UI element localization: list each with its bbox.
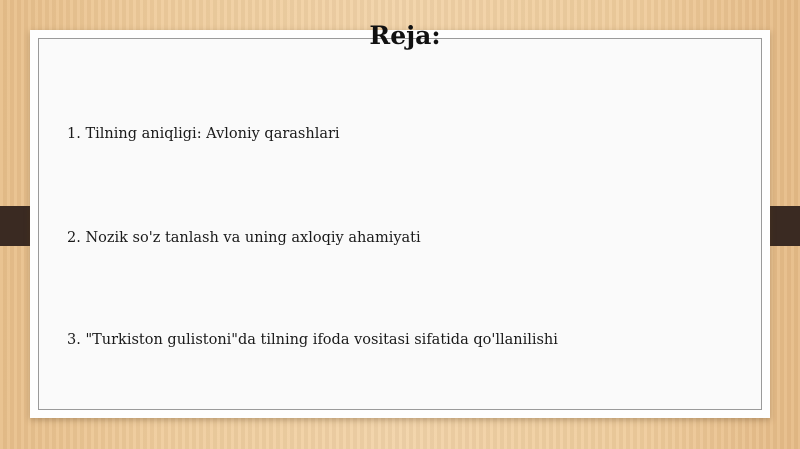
agenda-item-1: 1. Tilning aniqligi: Avloniy qarashlari — [67, 126, 340, 142]
slide-title: Reja: — [369, 21, 441, 50]
slide-board — [30, 30, 770, 418]
slide-board-border — [38, 38, 762, 410]
agenda-item-3: 3. "Turkiston gulistoni"da tilning ifoda vositasi sifatida qo'llanilishi — [67, 332, 558, 348]
agenda-item-2: 2. Nozik so'z tanlash va uning axloqiy ahamiyati — [67, 230, 421, 246]
